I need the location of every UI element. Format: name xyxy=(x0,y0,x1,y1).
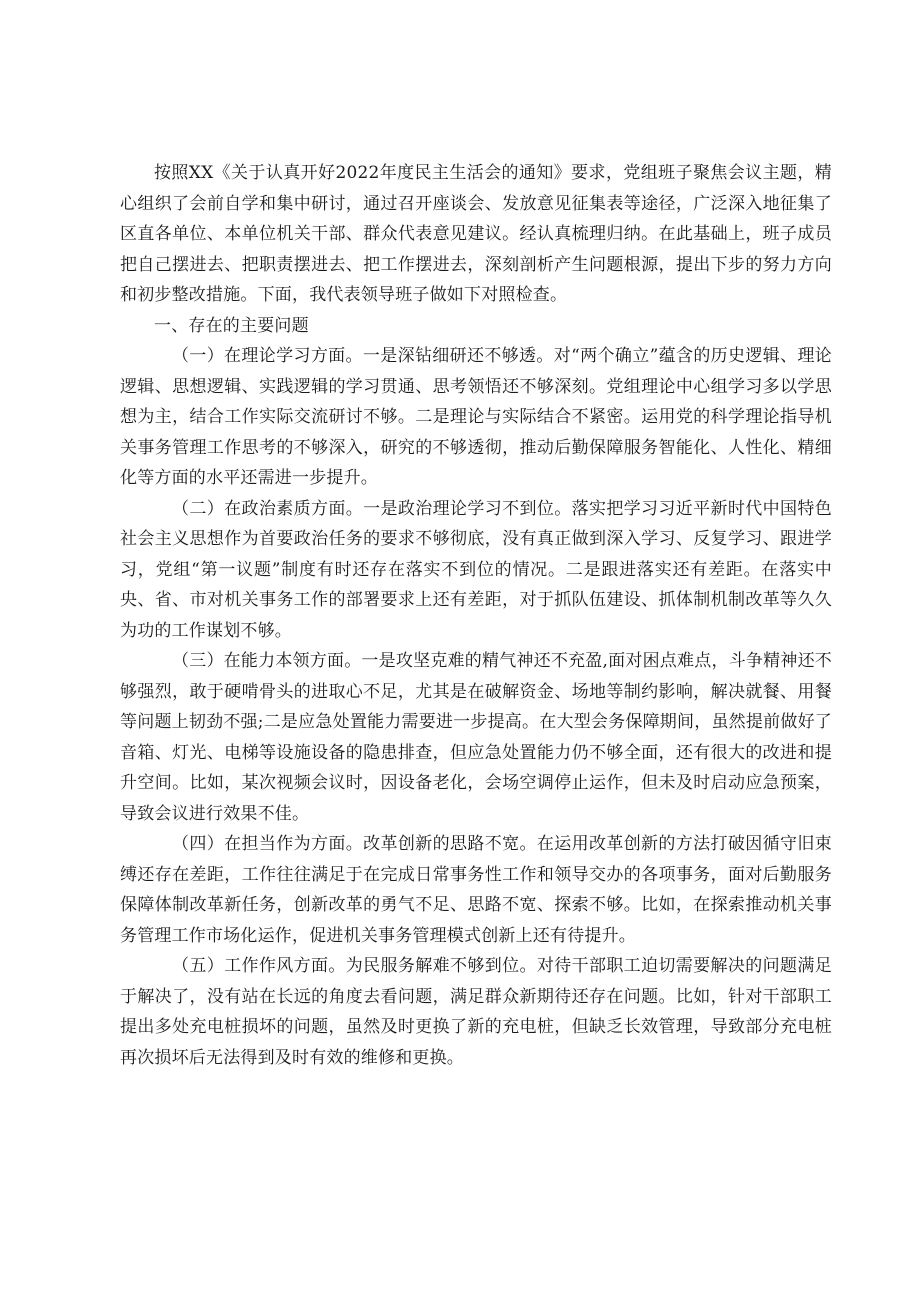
paragraph-responsibility: （四）在担当作为方面。改革创新的思路不宽。在运用改革创新的方法打破因循守旧束缚还存在差距，工作往往满足于在完成日常事务性工作和领导交办的各项事务，面对后勤服务保障体制改革新任务，创新改革的勇气不足、思路不宽、探索不够。比如，在探索推动机关事务管理工作市场化运作，促进机关事务管理模式创新上还有待提升。 xyxy=(120,834,832,946)
intro-paragraph: 按照XX《关于认真开好2022年度民主生活会的通知》要求，党组班子聚焦会议主题，精心组织了会前自学和集中研讨，通过召开座谈会、发放意见征集表等途径，广泛深入地征集了区直各单位、本单位机关干部、群众代表意见建议。经认真梳理归纳。在此基础上，班子成员把自己摆进去、把职责摆进去、把工作摆进去，深刻剖析产生问题根源，提出下步的努力方向和初步整改措施。下面，我代表领导班子做如下对照检查。 xyxy=(120,163,832,305)
paragraph-ability: （三）在能力本领方面。一是攻坚克难的精气神还不充盈,面对困点难点，斗争精神还不够强烈，敢于硬啃骨头的进取心不足，尤其是在破解资金、场地等制约影响，解决就餐、用餐等问题上韧劲不强;二是应急处置能力需要进一步提高。在大型会务保障期间，虽然提前做好了音箱、灯光、电梯等设施设备的隐患排查，但应急处置能力仍不够全面，还有很大的改进和提升空间。比如，某次视频会议时，因设备老化，会场空调停止运作，但未及时启动应急预案，导致会议进行效果不佳。 xyxy=(120,651,832,824)
paragraph-work-style: （五）工作作风方面。为民服务解难不够到位。对待干部职工迫切需要解决的问题满足于解决了，没有站在长远的角度去看问题，满足群众新期待还存在问题。比如，针对干部职工提出多处充电桩损坏的问题，虽然及时更换了新的充电桩，但缺乏长效管理，导致部分充电桩再次损坏后无法得到及时有效的维修和更换。 xyxy=(120,956,832,1068)
section-heading: 一、存在的主要问题 xyxy=(154,315,309,336)
paragraph-theory-study: （一）在理论学习方面。一是深钻细研还不够透。对“两个确立”蕴含的历史逻辑、理论逻辑、思想逻辑、实践逻辑的学习贯通、思考领悟还不够深刻。党组理论中心组学习多以学思想为主，结合工作实际交流研讨不够。二是理论与实际结合不紧密。运用党的科学理论指导机关事务管理工作思考的不够深入，研究的不够透彻，推动后勤保障服务智能化、人性化、精细化等方面的水平还需进一步提升。 xyxy=(120,346,832,488)
paragraph-political-quality: （二）在政治素质方面。一是政治理论学习不到位。落实把学习习近平新时代中国特色社会主义思想作为首要政治任务的要求不够彻底，没有真正做到深入学习、反复学习、跟进学习，党组“第一议题”制度有时还存在落实不到位的情况。二是跟进落实还有差距。在落实中央、省、市对机关事务工作的部署要求上还有差距，对于抓队伍建设、抓体制机制改革等久久为功的工作谋划不够。 xyxy=(120,498,832,641)
document-body xyxy=(120,158,832,1073)
